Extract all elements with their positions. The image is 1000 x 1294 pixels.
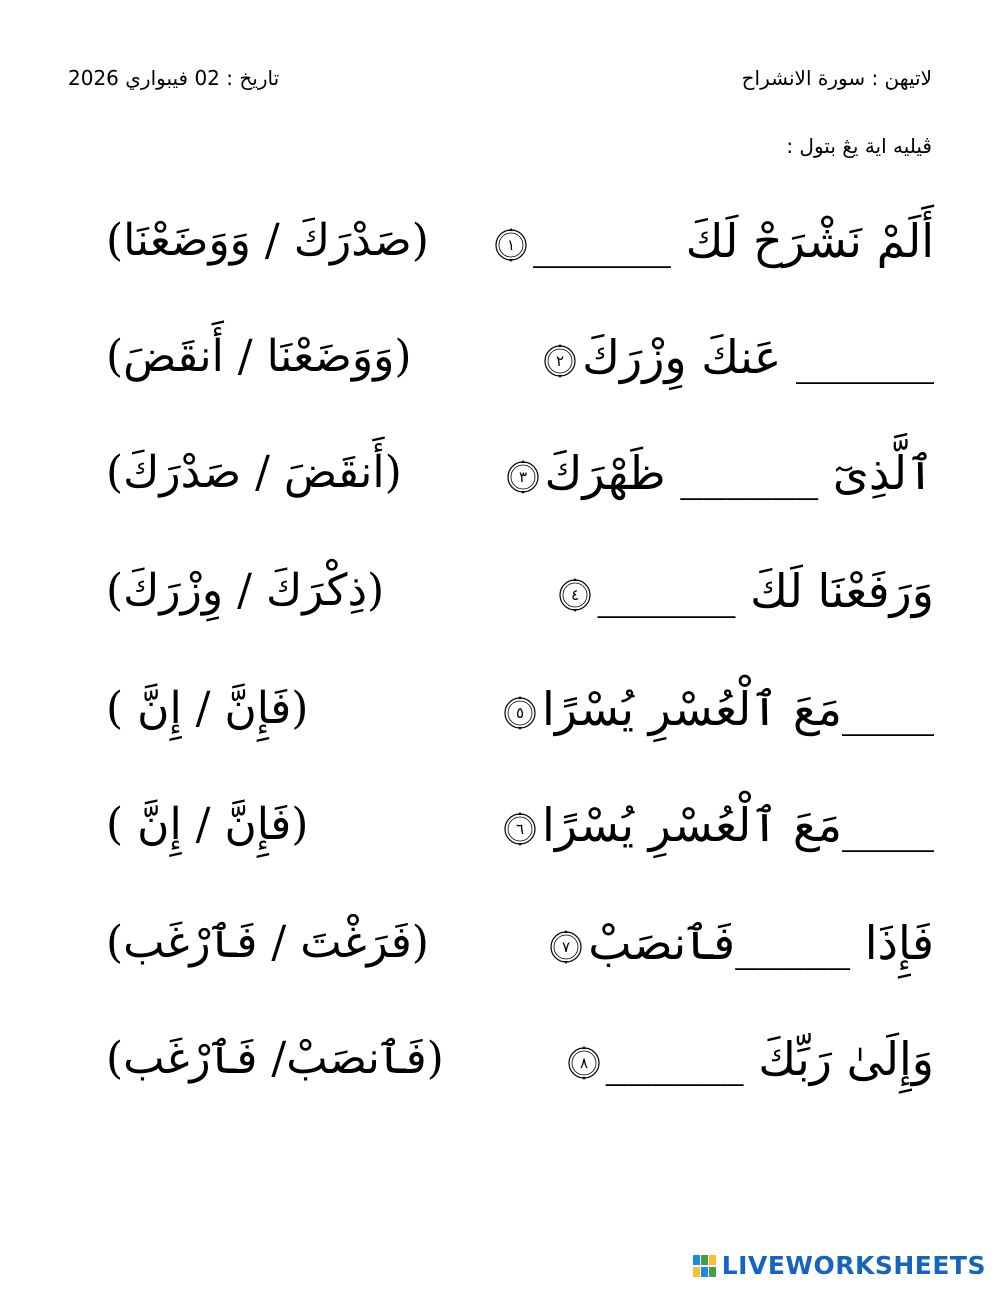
ayah-number: ٨ bbox=[579, 1054, 588, 1072]
question-row bbox=[100, 546, 940, 636]
liveworksheets-brand[interactable] bbox=[692, 1251, 986, 1280]
question-row bbox=[100, 780, 940, 870]
answer-choices[interactable]: (فَإِنَّ / إِنَّ ) bbox=[106, 799, 309, 850]
verse-text bbox=[553, 546, 934, 636]
ayah-number-marker-icon bbox=[557, 577, 593, 613]
instruction-text: ڤيليه اية يڠ بتول : bbox=[786, 134, 932, 158]
verse-fragment: ____مَعَ ٱلْعُسْرِ يُسْرًا bbox=[542, 798, 934, 852]
ayah-number: ٣ bbox=[518, 468, 527, 486]
ayah-number: ١ bbox=[506, 236, 516, 254]
verse-fragment: ______ عَنكَ وِزْرَكَ bbox=[582, 330, 934, 384]
question-row bbox=[100, 664, 940, 754]
verse-text bbox=[538, 312, 934, 402]
verse-fragment: وَرَفَعْنَا لَكَ ______ bbox=[597, 564, 934, 618]
answer-choices[interactable]: (فَرَغْتَ / فَٱرْغَب) bbox=[106, 917, 429, 968]
ayah-number-marker-icon bbox=[502, 695, 538, 731]
verse-text bbox=[501, 428, 934, 518]
ayah-number-marker-icon bbox=[505, 459, 541, 495]
liveworksheets-logo-icon bbox=[692, 1253, 718, 1279]
question-row bbox=[100, 428, 940, 518]
worksheet-title: لاتيهن : سورة الانشراح bbox=[741, 66, 932, 90]
ayah-number-marker-icon bbox=[542, 343, 578, 379]
answer-choices[interactable]: (فَإِنَّ / إِنَّ ) bbox=[106, 683, 309, 734]
ayah-number-marker-icon bbox=[566, 1045, 602, 1081]
answer-choices[interactable]: (وَوَضَعْنَا / أَنقَضَ) bbox=[106, 331, 412, 382]
verse-text bbox=[498, 664, 934, 754]
ayah-number: ٥ bbox=[516, 704, 525, 722]
question-row bbox=[100, 312, 940, 402]
ayah-number: ٤ bbox=[571, 586, 580, 604]
ayah-number-marker-icon bbox=[493, 227, 529, 263]
verse-fragment: وَإِلَىٰ رَبِّكَ ______ bbox=[605, 1032, 934, 1086]
verse-text bbox=[489, 196, 934, 286]
ayah-number: ٧ bbox=[562, 938, 571, 956]
answer-choices[interactable]: (فَٱنصَبْ/ فَٱرْغَب) bbox=[106, 1033, 444, 1084]
ayah-number-marker-icon bbox=[502, 811, 538, 847]
date-label: تاريخ : 02 فيبواري 2026 bbox=[68, 66, 280, 90]
question-row bbox=[100, 1014, 940, 1104]
question-row bbox=[100, 898, 940, 988]
verse-fragment: أَلَمْ نَشْرَحْ لَكَ ______ bbox=[533, 214, 934, 268]
answer-choices[interactable]: (صَدْرَكَ / وَوَضَعْنَا) bbox=[106, 215, 429, 266]
verse-fragment: ٱلَّذِىٓ ______ ظَهْرَكَ bbox=[544, 446, 934, 500]
ayah-number: ٢ bbox=[556, 352, 565, 370]
verse-text bbox=[544, 898, 934, 988]
verse-fragment: ____مَعَ ٱلْعُسْرِ يُسْرًا bbox=[542, 682, 934, 736]
verse-text bbox=[562, 1014, 934, 1104]
verse-text bbox=[498, 780, 934, 870]
question-row bbox=[100, 196, 940, 286]
brand-text: LIVEWORKSHEETS bbox=[721, 1251, 986, 1280]
ayah-number: ٦ bbox=[516, 820, 525, 838]
verse-fragment: فَإِذَا _____فَٱنصَبْ bbox=[588, 916, 934, 970]
answer-choices[interactable]: (أَنقَضَ / صَدْرَكَ) bbox=[106, 447, 402, 498]
answer-choices[interactable]: (ذِكْرَكَ / وِزْرَكَ) bbox=[106, 565, 385, 616]
ayah-number-marker-icon bbox=[548, 929, 584, 965]
